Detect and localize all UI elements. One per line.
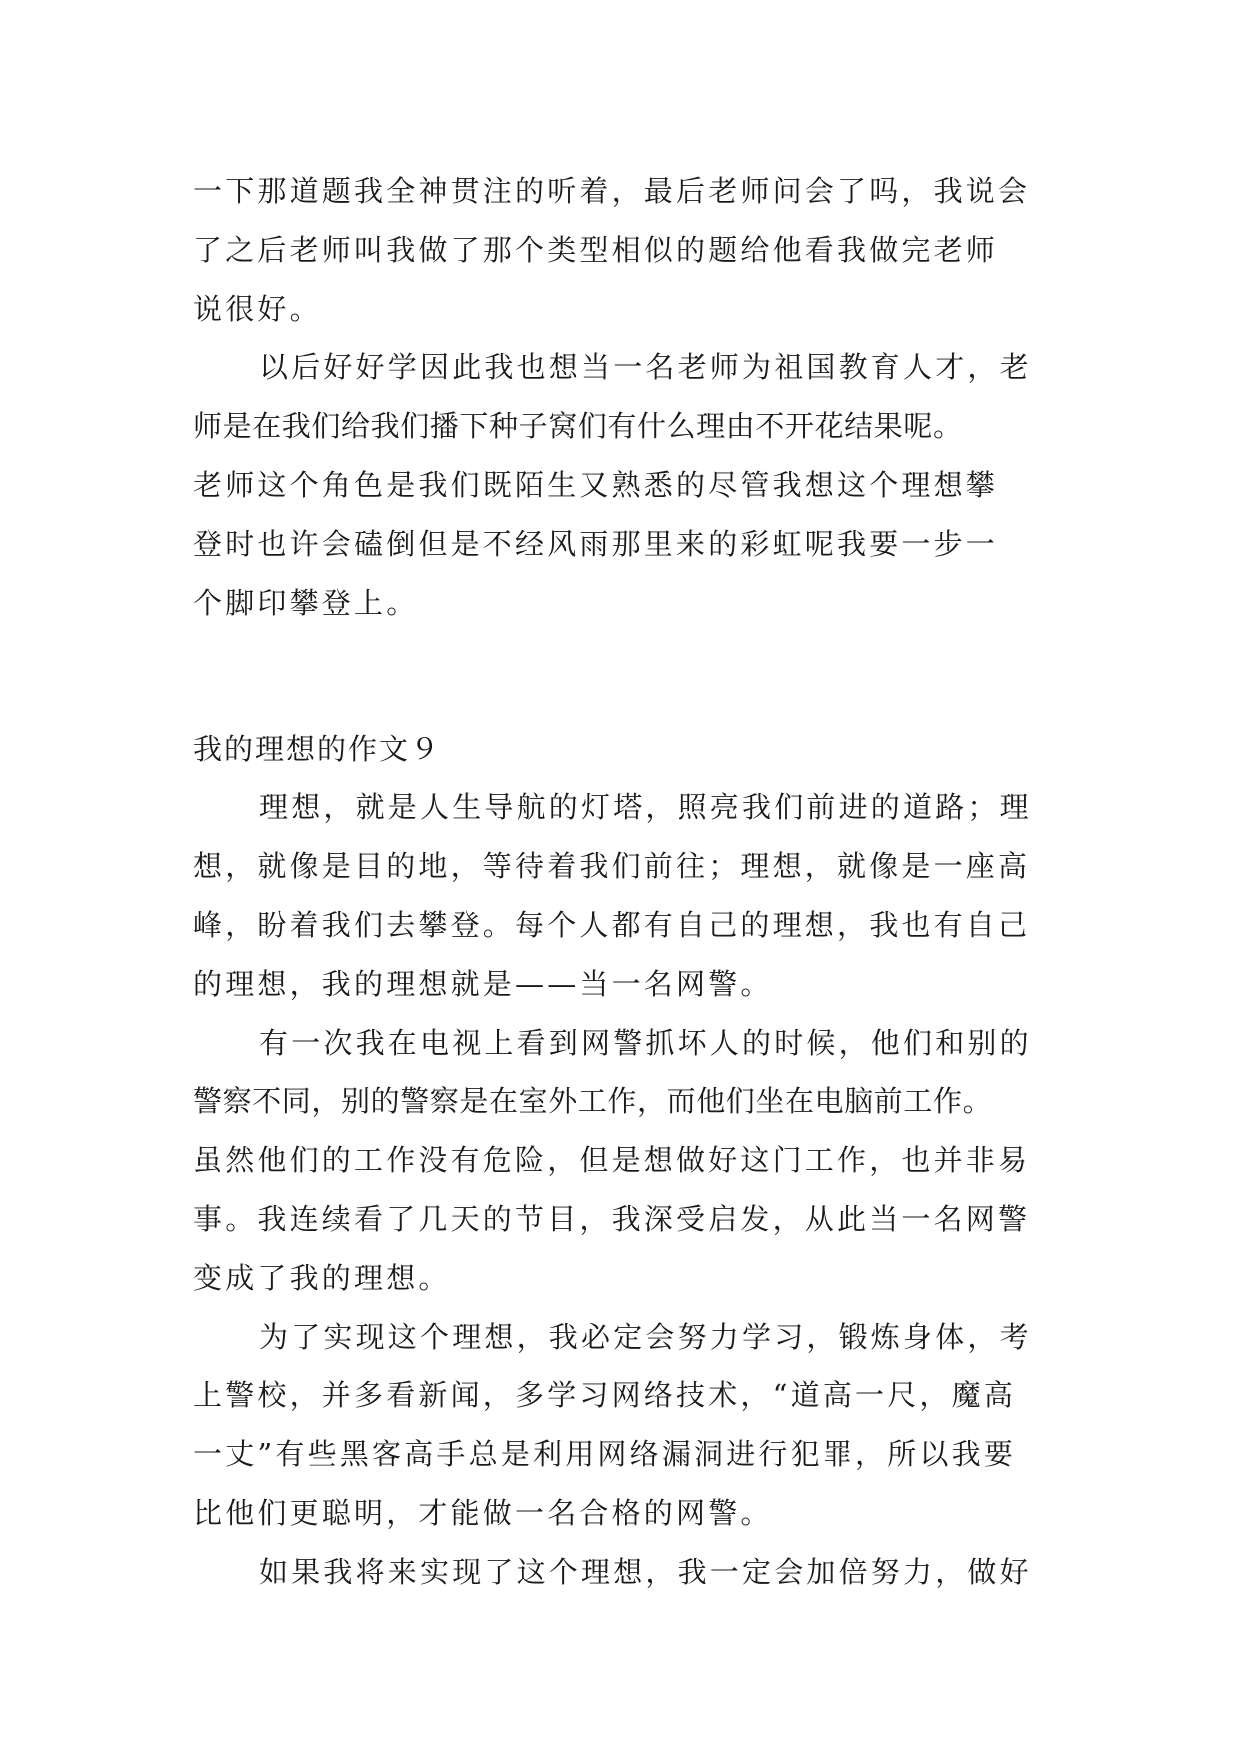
section-title: 我的理想的作文９ (193, 732, 442, 767)
text-line: 的理想，我的理想就是——当一名网警。 (193, 966, 773, 1001)
text-line: 峰，盼着我们去攀登。每个人都有自己的理想，我也有自己 (193, 907, 1031, 942)
text-line: 比他们更聪明，才能做一名合格的网警。 (193, 1495, 773, 1530)
text-line: 登时也许会磕倒但是不经风雨那里来的彩虹呢我要一步一 (193, 526, 999, 561)
text-line: 虽然他们的工作没有危险，但是想做好这门工作，也并非易 (193, 1143, 1031, 1178)
text-line: 如果我将来实现了这个理想，我一定会加倍努力，做好 (259, 1554, 1032, 1589)
section-spacer (193, 632, 1053, 720)
paragraph (193, 1543, 1053, 1602)
text-line: 为了实现这个理想，我必定会努力学习，锻炼身体，考 (259, 1319, 1032, 1354)
paragraph (193, 1014, 1053, 1308)
paragraph (193, 778, 1053, 1013)
text-line: 说很好。 (193, 291, 322, 326)
text-line: 一下那道题我全神贯注的听着，最后老师问会了吗，我说会 (193, 174, 1031, 208)
paragraph (193, 1308, 1053, 1543)
document-body (193, 162, 1053, 1602)
paragraph-continued (193, 162, 1053, 338)
text-line: 师是在我们给我们播下种子窝们有什么理由不开花结果呢。 (193, 409, 963, 444)
text-line: 老师这个角色是我们既陌生又熟悉的尽管我想这个理想攀 (193, 467, 999, 502)
text-line: 事。我连续看了几天的节目，我深受启发，从此当一名网警 (193, 1201, 1031, 1236)
text-line: 以后好好学因此我也想当一名老师为祖国教育人才，老 (259, 350, 1032, 385)
text-line: 一丈”有些黑客高手总是利用网络漏洞进行犯罪，所以我要 (193, 1437, 1017, 1472)
text-line: 个脚印攀登上。 (193, 585, 419, 620)
text-line: 变成了我的理想。 (193, 1260, 451, 1295)
text-line: 上警校，并多看新闻，多学习网络技术，“道高一尺，魔高 (193, 1378, 1017, 1413)
text-line: 有一次我在电视上看到网警抓坏人的时候，他们和别的 (259, 1025, 1032, 1060)
text-line: 警察不同，别的警察是在室外工作，而他们坐在电脑前工作。 (193, 1084, 993, 1119)
paragraph (193, 338, 1053, 632)
text-line: 了之后老师叫我做了那个类型相似的题给他看我做完老师 (193, 232, 999, 267)
text-line: 理想，就是人生导航的灯塔，照亮我们前进的道路；理 (259, 790, 1032, 825)
text-line: 想，就像是目的地，等待着我们前往；理想，就像是一座高 (193, 849, 1031, 884)
